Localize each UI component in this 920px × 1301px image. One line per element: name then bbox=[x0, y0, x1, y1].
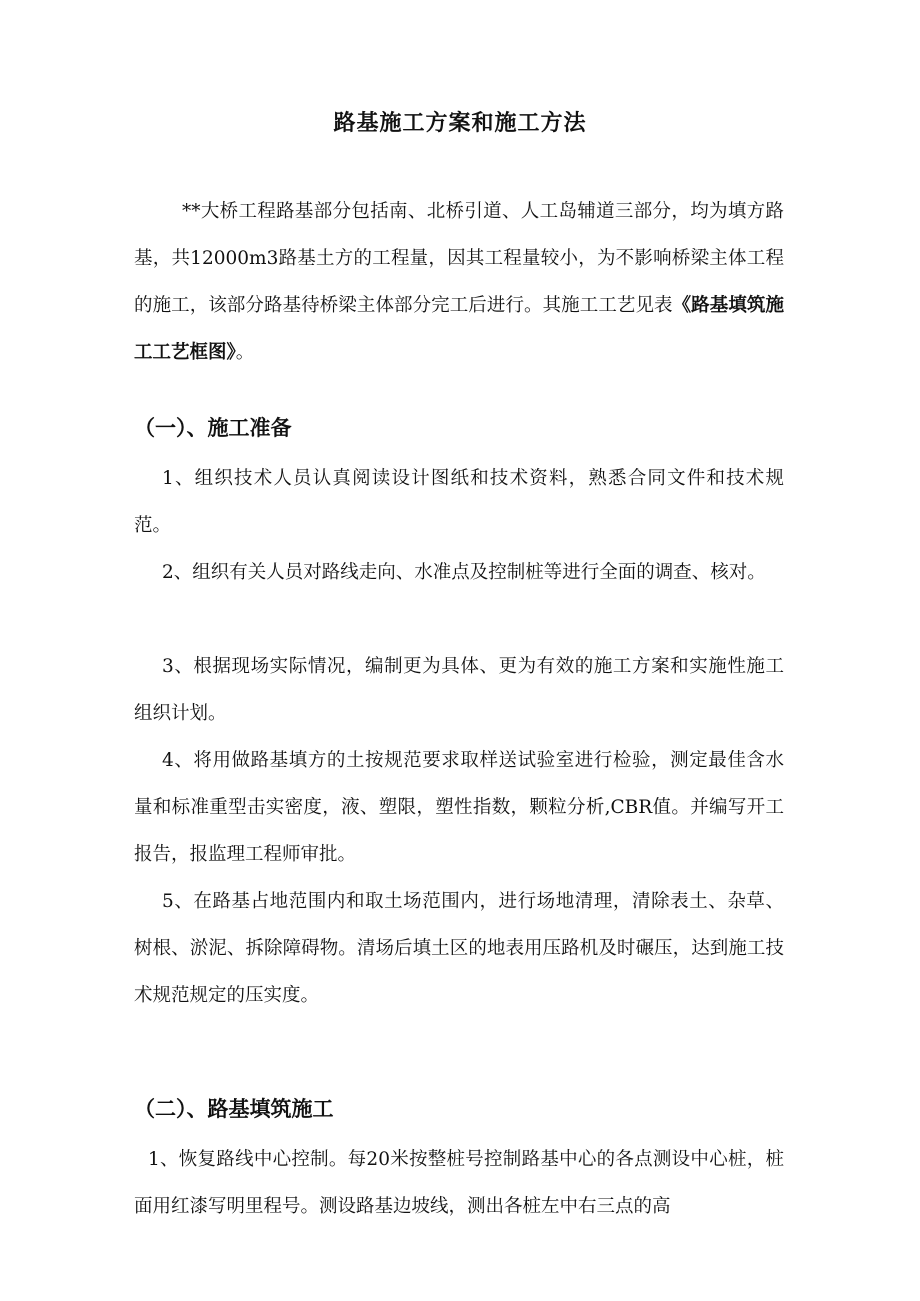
section1-heading: （一）、施工准备 bbox=[134, 416, 292, 440]
section1-item-4: 4、将用做路基填方的土按规范要求取样送试验室进行检验，测定最佳含水量和标准重型击实密度，液、塑限，塑性指数，颗粒分析,CBR值。并编写开工报告，报监理工程师审批。 bbox=[134, 750, 784, 865]
intro-end: 。 bbox=[235, 342, 255, 363]
section1-item-3: 3、根据现场实际情况，编制更为具体、更为有效的施工方案和实施性施工组织计划。 bbox=[134, 656, 784, 724]
section2-item-1: 1、恢复路线中心控制。每20米按整桩号控制路基中心的各点测设中心桩，桩面用红漆写明里程号。测设路基边坡线，测出各桩左中右三点的高 bbox=[134, 1149, 784, 1217]
section2-heading: （二）、路基填筑施工 bbox=[134, 1097, 334, 1121]
intro-text: **大桥工程路基部分包括南、北桥引道、人工岛辅道三部分，均为填方路基，共12000m3路基土方的工程量，因其工程量较小，为不影响桥梁主体工程的施工，该部分路基待桥梁主体部分完工后进行。其施工工艺见表 bbox=[134, 201, 784, 316]
section1-item-2: 2、组织有关人员对路线走向、水准点及控制桩等进行全面的调查、核对。 bbox=[162, 562, 766, 583]
intro-reference: 《路基填筑施工工艺框图》 bbox=[134, 295, 784, 363]
section1-item-1: 1、组织技术人员认真阅读设计图纸和技术资料，熟悉合同文件和技术规范。 bbox=[134, 468, 784, 536]
intro-paragraph bbox=[134, 188, 784, 376]
document-title: 路基施工方案和施工方法 bbox=[333, 111, 587, 136]
section1-item-5: 5、在路基占地范围内和取土场范围内，进行场地清理，清除表土、杂草、树根、淤泥、拆除障碍物。清场后填土区的地表用压路机及时碾压，达到施工技术规范规定的压实度。 bbox=[134, 891, 784, 1006]
